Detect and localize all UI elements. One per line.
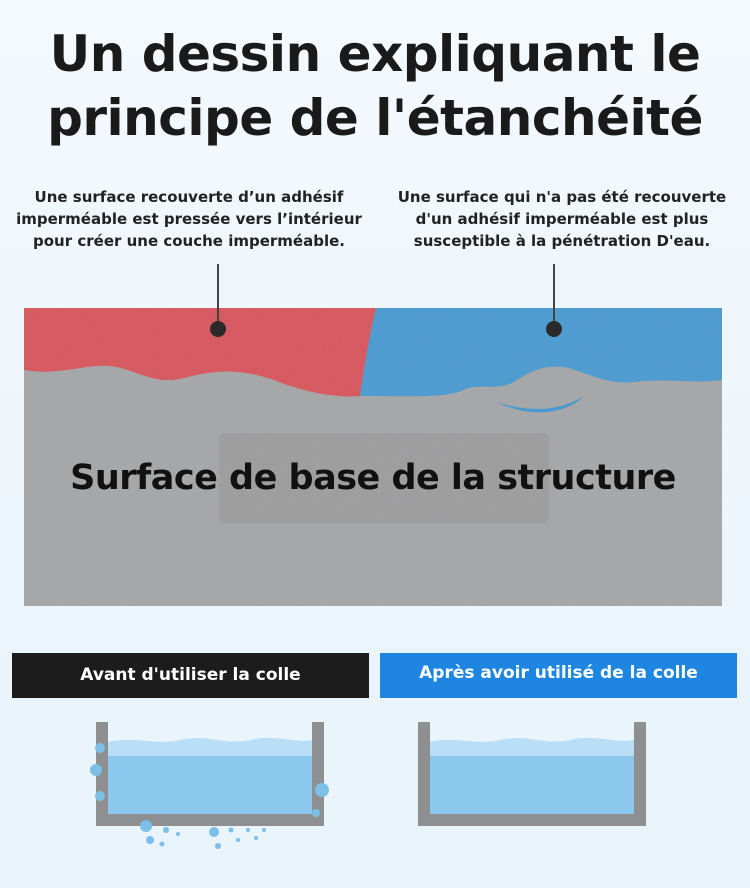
leaking-tank-diagram xyxy=(86,718,336,858)
annotation-left-line-2: imperméable est pressée vers l’intérieur xyxy=(16,210,362,228)
after-glue-label: Après avoir utilisé de la colle xyxy=(380,653,737,698)
before-glue-label: Avant d'utiliser la colle xyxy=(12,653,369,698)
cross-section-diagram xyxy=(24,308,722,606)
annotation-left-line-1: Une surface recouverte d’un adhésif xyxy=(34,188,344,206)
pointer-dot-left xyxy=(210,321,226,337)
sealed-tank-diagram xyxy=(406,718,656,858)
title-line-1: Un dessin expliquant le xyxy=(49,25,701,83)
annotation-uncoated-surface xyxy=(384,186,740,252)
annotation-coated-surface xyxy=(4,186,374,252)
base-surface-label: Surface de base de la structure xyxy=(70,458,676,498)
pointer-dot-right xyxy=(546,321,562,337)
annotation-right-line-1: Une surface qui n'a pas été recouverte xyxy=(397,188,727,206)
annotation-left-line-3: pour créer une couche imperméable. xyxy=(33,232,345,250)
cross-section-graphic xyxy=(24,308,722,606)
page-title xyxy=(0,22,750,150)
annotation-right-line-3: susceptible à la pénétration D'eau. xyxy=(413,232,711,250)
title-line-2: principe de l'étanchéité xyxy=(47,89,703,147)
pointer-line-right xyxy=(553,264,555,328)
annotation-right-line-2: d'un adhésif imperméable est plus xyxy=(415,210,709,228)
pointer-line-left xyxy=(217,264,219,328)
